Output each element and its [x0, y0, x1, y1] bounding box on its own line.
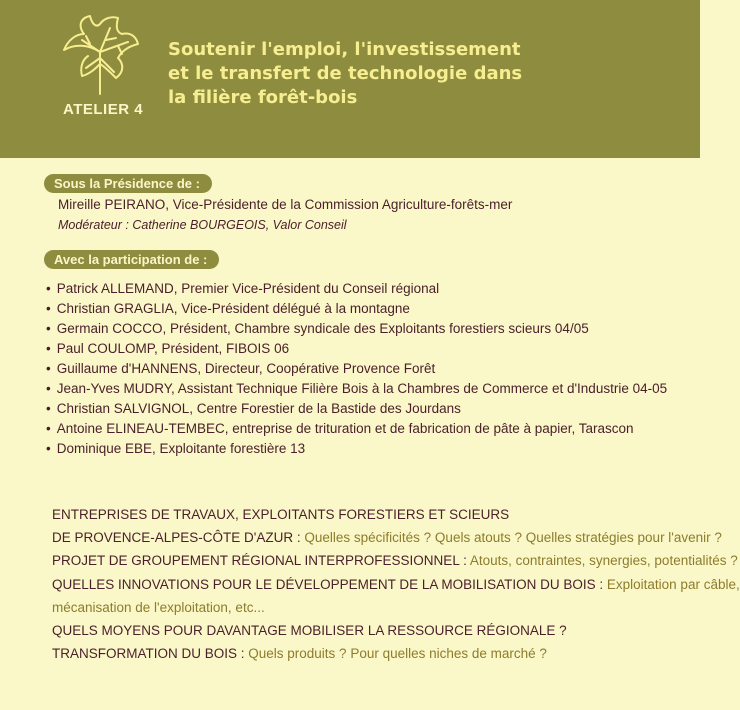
- president-line: Mireille PEIRANO, Vice-Présidente de la Commission Agriculture-forêts-mer: [58, 197, 513, 212]
- topic-line: [52, 619, 692, 642]
- list-item: • Jean-Yves MUDRY, Assistant Technique Filière Bois à la Chambres de Commerce et d'Industrie 04-05: [46, 379, 667, 399]
- title-line: la filière forêt-bois: [168, 87, 358, 108]
- topic-heading: QUELLES INNOVATIONS POUR LE DÉVELOPPEMENT DE LA MOBILISATION DU BOIS :: [52, 576, 604, 592]
- list-item: • Antoine ELINEAU-TEMBEC, entreprise de trituration et de fabrication de pâte à papier, Tarascon: [46, 419, 667, 439]
- topic-question: mécanisation de l'exploitation, etc...: [52, 599, 265, 615]
- participants-list: [46, 279, 667, 459]
- topic-line: [52, 642, 692, 665]
- topic-line: [52, 596, 692, 619]
- topic-question: Exploitation par câble,: [603, 576, 740, 592]
- list-item: • Paul COULOMP, Président, FIBOIS 06: [46, 339, 667, 359]
- list-item: • Christian SALVIGNOL, Centre Forestier de la Bastide des Jourdans: [46, 399, 667, 419]
- list-item: • Christian GRAGLIA, Vice-Président délégué à la montagne: [46, 299, 667, 319]
- topic-heading: QUELS MOYENS POUR DAVANTAGE MOBILISER LA RESSOURCE RÉGIONALE ?: [52, 623, 567, 639]
- topics-section: [52, 503, 740, 665]
- page-title: [168, 38, 688, 110]
- topic-line: [52, 573, 740, 596]
- list-item: • Patrick ALLEMAND, Premier Vice-Président du Conseil régional: [46, 279, 667, 299]
- topic-question: Quels produits ? Pour quelles niches de marché ?: [244, 646, 547, 662]
- participation-label: Avec la participation de :: [44, 250, 219, 269]
- list-item: • Germain COCCO, Président, Chambre syndicale des Exploitants forestiers scieurs 04/05: [46, 319, 667, 339]
- title-line: Soutenir l'emploi, l'investissement: [168, 39, 521, 60]
- topic-heading: PROJET DE GROUPEMENT RÉGIONAL INTERPROFESSIONNEL :: [52, 553, 467, 569]
- topic-heading: DE PROVENCE-ALPES-CÔTE D'AZUR :: [52, 530, 301, 546]
- moderator-line: Modérateur : Catherine BOURGEOIS, Valor Conseil: [58, 218, 347, 232]
- title-line: et le transfert de technologie dans: [168, 63, 523, 84]
- topic-line: [52, 549, 738, 572]
- header-banner: [0, 0, 700, 158]
- list-item: • Guillaume d'HANNENS, Directeur, Coopérative Provence Forêt: [46, 359, 667, 379]
- presidence-label: Sous la Présidence de :: [44, 174, 212, 193]
- list-item: • Dominique EBE, Exploitante forestière 13: [46, 439, 667, 459]
- topic-line: [52, 503, 692, 526]
- topic-line: [52, 526, 722, 549]
- topic-heading: TRANSFORMATION DU BOIS :: [52, 646, 245, 662]
- leaf-icon: [60, 14, 140, 96]
- atelier-label: ATELIER 4: [63, 101, 144, 118]
- topic-heading: ENTREPRISES DE TRAVAUX, EXPLOITANTS FORESTIERS ET SCIEURS: [52, 507, 510, 522]
- topic-question: Atouts, contraintes, synergies, potentialités ?: [466, 553, 738, 569]
- topic-question: Quelles spécificités ? Quels atouts ? Quelles stratégies pour l'avenir ?: [300, 530, 722, 546]
